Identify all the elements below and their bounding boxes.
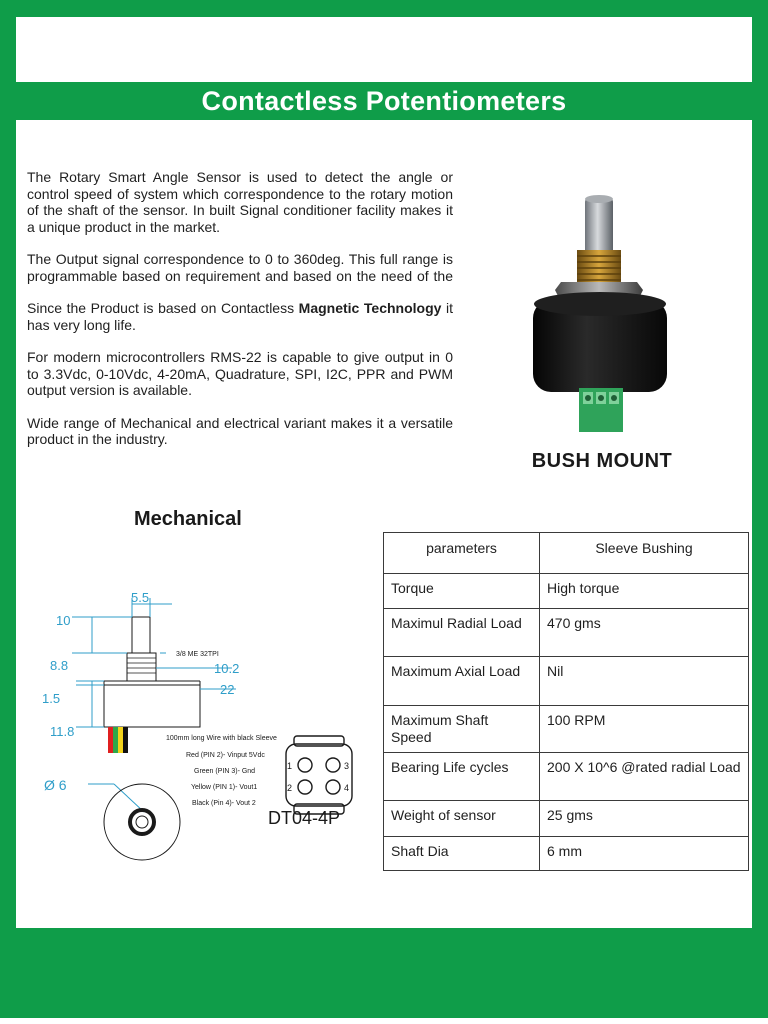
intro-paragraph-2: The Output signal correspondence to 0 to 360deg. This full range is programmable based on requirement and based on the need of the (27, 251, 453, 284)
spec-value: 100 RPM (540, 706, 749, 753)
dim-body-dia: 22 (220, 682, 235, 697)
page-title: Contactless Potentiometers (201, 85, 567, 116)
dim-body-length: 11.8 (50, 724, 75, 739)
dim-bush-dia: 10.2 (214, 661, 240, 676)
wire-note-5: Black (Pin 4)- Vout 2 (192, 800, 256, 807)
connector-pin-3: 3 (344, 761, 350, 771)
intro-paragraph-5: Wide range of Mechanical and electrical variant makes it a versatile product in the industry. (27, 414, 453, 447)
wire-note-4: Yellow (PIN 1)- Vout1 (191, 784, 258, 791)
spec-name: Maximum Axial Load (384, 657, 540, 706)
title-band (0, 82, 768, 120)
dim-shaft-width: 5.5 (131, 590, 150, 605)
content-panel (16, 120, 752, 928)
table-row (384, 801, 749, 837)
specs-table (383, 532, 749, 871)
bottom-strip (0, 1018, 768, 1024)
intro-p3-end: it has very long life. (27, 300, 454, 333)
dim-flange: 1.5 (42, 691, 61, 706)
spec-value: High torque (540, 574, 749, 609)
spec-value: 6 mm (540, 837, 749, 871)
intro-p3-start: Since the Product is based on Contactless (27, 300, 299, 316)
spec-value: Nil (540, 657, 749, 706)
specs-header-param: parameters (384, 533, 540, 574)
dim-thread-length: 8.8 (50, 658, 69, 673)
dim-thread-note: 3/8 ME 32TPI (176, 651, 219, 658)
table-row (384, 574, 749, 609)
mechanical-drawing (36, 590, 366, 890)
table-row (384, 753, 749, 801)
spec-value: 200 X 10^6 @rated radial Load (540, 753, 749, 801)
intro-text (27, 169, 453, 464)
connector-pin-1: 1 (287, 761, 293, 771)
sensor-shaft (585, 198, 613, 254)
table-row (384, 706, 749, 753)
mechanical-title: Mechanical (134, 508, 242, 530)
sensor-photo (521, 190, 681, 438)
connector-pin-2: 2 (287, 783, 293, 793)
specs-header-row (384, 533, 749, 574)
dim-shaft-dia: Ø 6 (44, 777, 67, 793)
wire-bundle (108, 727, 128, 753)
intro-paragraph-1: The Rotary Smart Angle Sensor is used to detect the angle or control speed of system which correspondence to the rotary motion of the shaft of the sensor. In built Signal conditioner facility makes it a unique product in the market. (27, 169, 453, 235)
connector-drawing (286, 736, 352, 814)
table-row (384, 609, 749, 657)
spec-name: Weight of sensor (384, 801, 540, 837)
spec-value: 25 gms (540, 801, 749, 837)
spec-value: 470 gms (540, 609, 749, 657)
intro-paragraph-4: For modern microcontrollers RMS-22 is capable to give output in 0 to 3.3Vdc, 0-10Vdc, 4-20mA, Quadrature, SPI, I2C, PPR and PWM output version is available. (27, 349, 453, 398)
wire-note-3: Green (PIN 3)- Gnd (194, 768, 256, 775)
dim-shaft-length: 10 (56, 613, 71, 628)
spec-name: Bearing Life cycles (384, 753, 540, 801)
table-row (384, 837, 749, 871)
spec-name: Maximum Shaft Speed (384, 706, 540, 753)
intro-paragraph-3 (27, 300, 453, 333)
intro-p3-bold: Magnetic Technology (298, 300, 442, 316)
product-caption: BUSH MOUNT (531, 450, 673, 472)
spec-name: Torque (384, 574, 540, 609)
connector-label: DT04-4P (268, 808, 341, 828)
top-banner (16, 17, 752, 82)
spec-name: Maximul Radial Load (384, 609, 540, 657)
table-row (384, 657, 749, 706)
wire-note-1: 100mm long Wire with black Sleeve (166, 735, 277, 742)
spec-name: Shaft Dia (384, 837, 540, 871)
specs-header-value: Sleeve Bushing (540, 533, 749, 574)
body-end-view (104, 784, 180, 860)
connector-pin-4: 4 (344, 783, 350, 793)
wire-note-2: Red (PIN 2)- Vinput 5Vdc (186, 752, 265, 759)
